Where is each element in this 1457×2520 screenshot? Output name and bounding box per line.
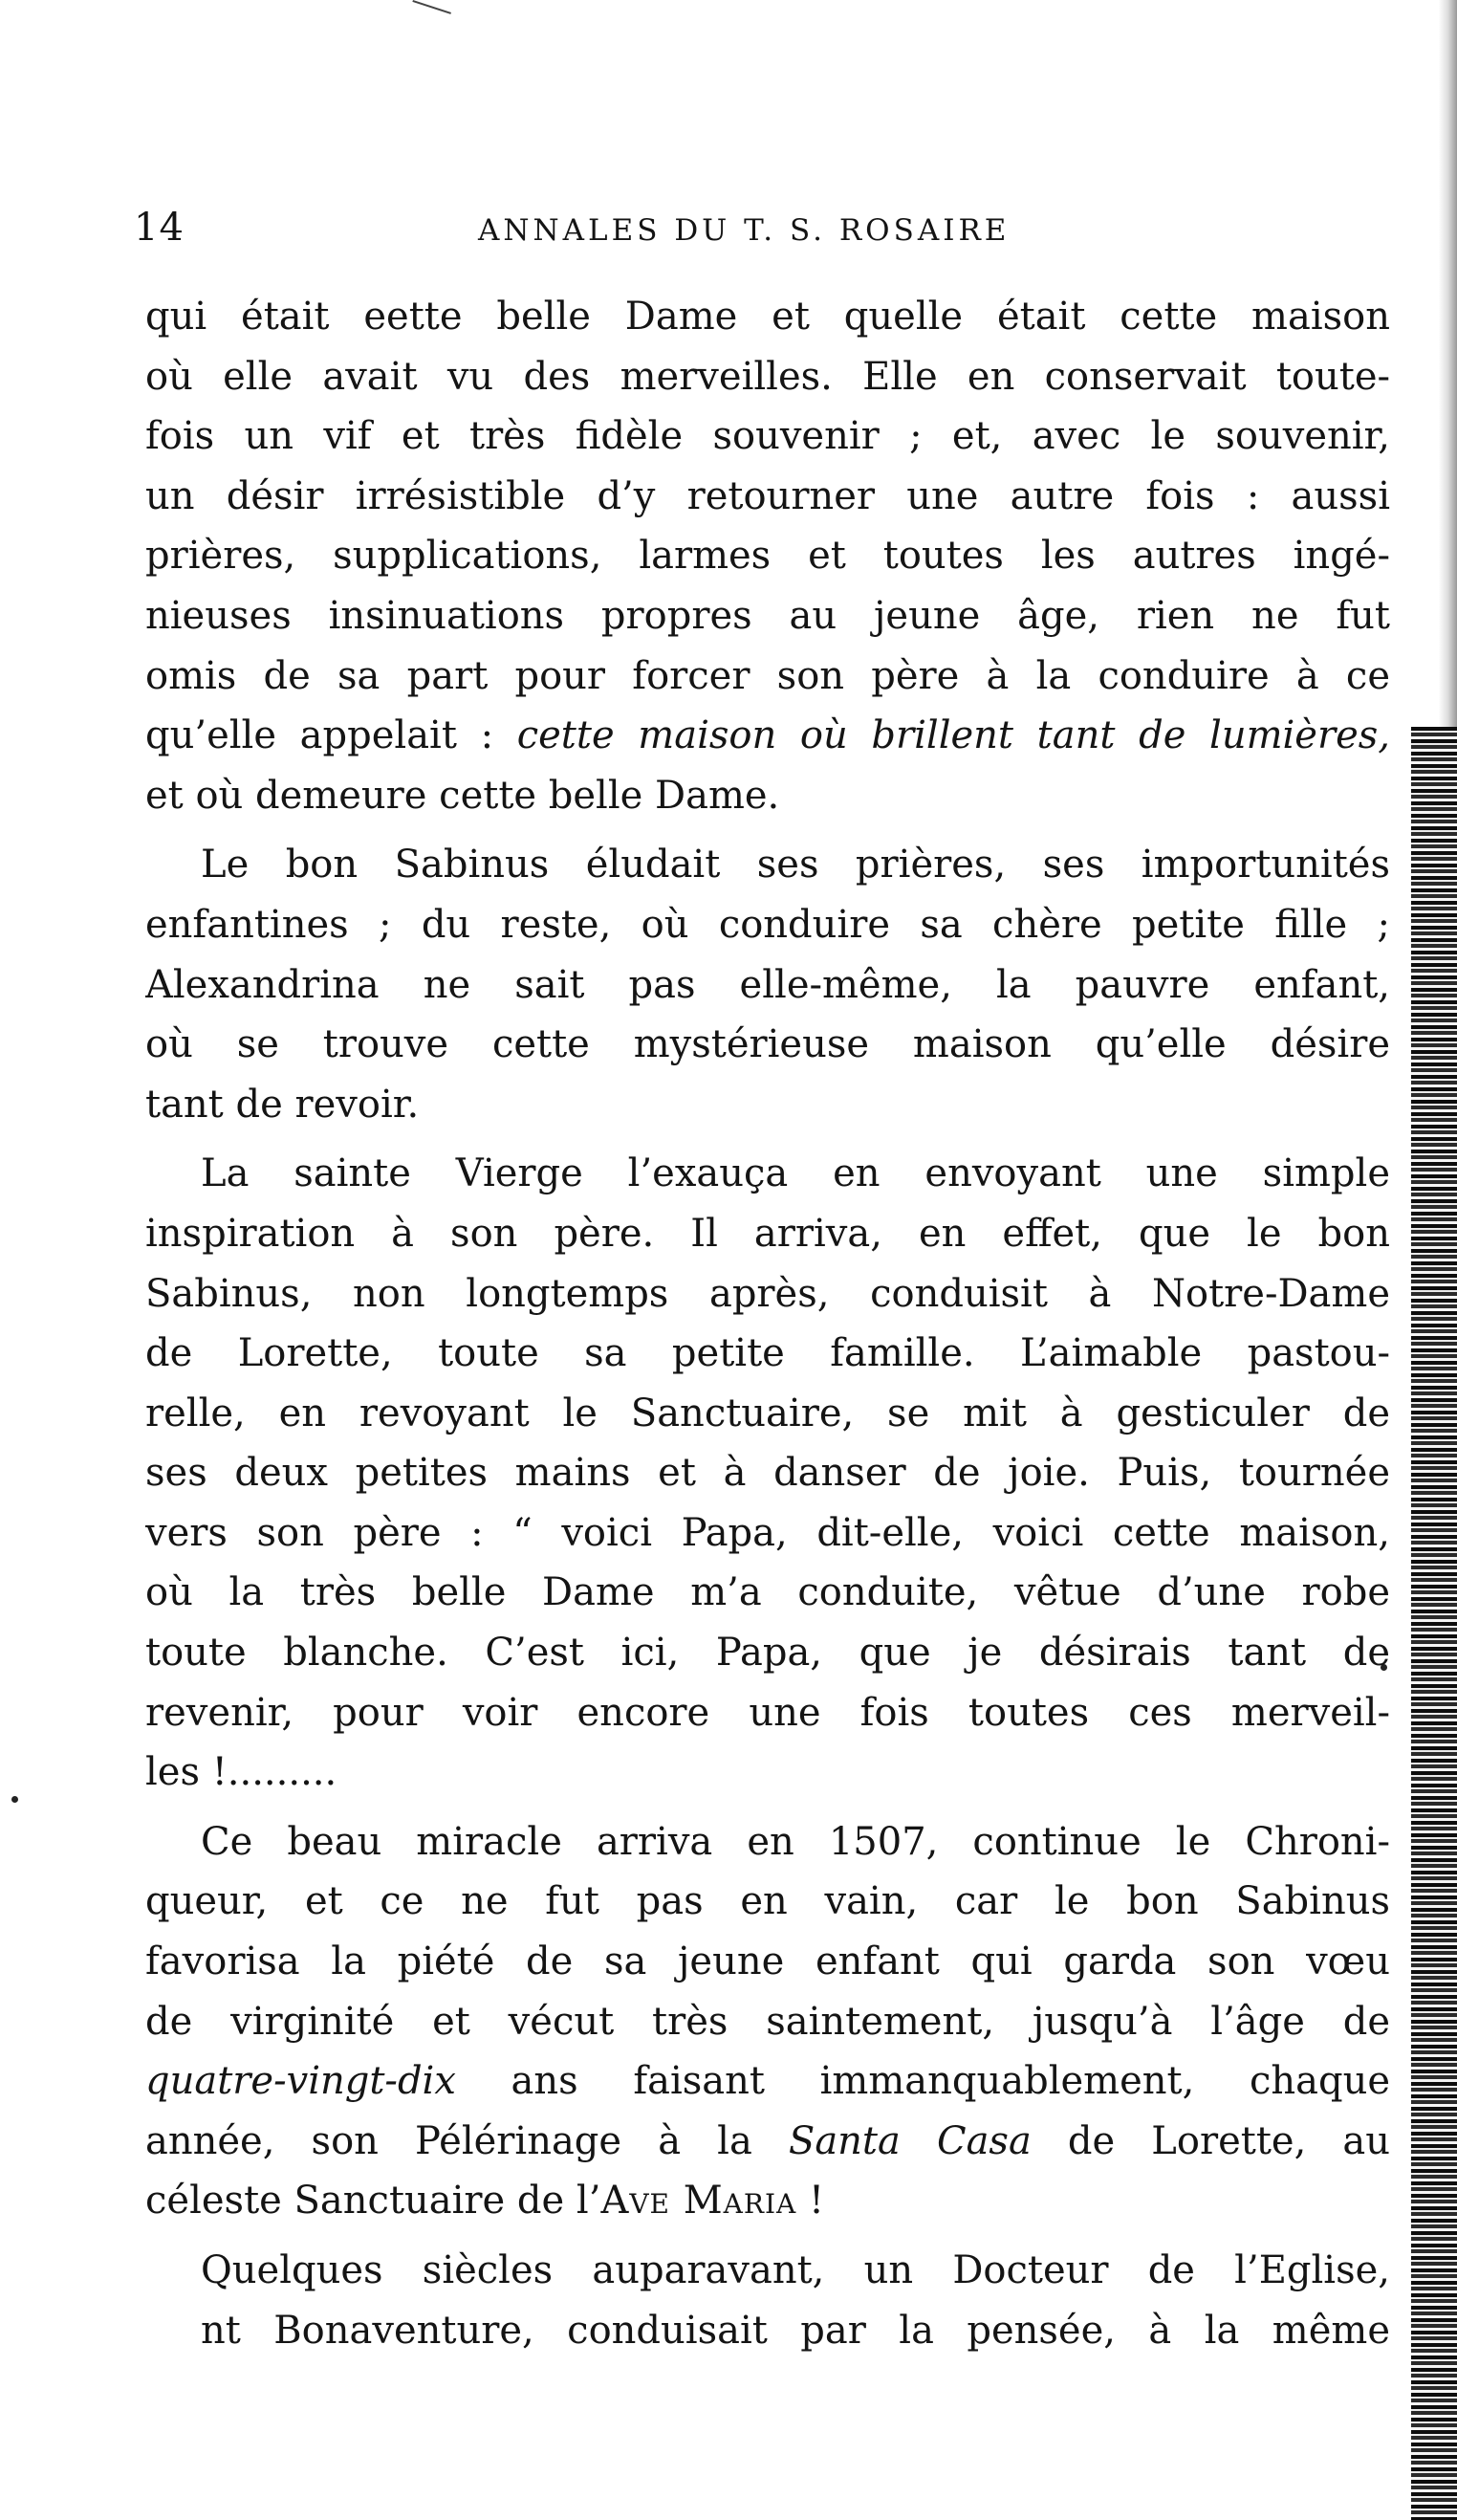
text-line: favorisa la piété de sa jeune enfant qui garda son vœu [145, 1939, 1390, 1984]
text-line: inspiration à son père. Il arriva, en effet, que le bon [145, 1211, 1390, 1256]
text-line: Le bon Sabinus éludait ses prières, ses importunités [201, 843, 1390, 887]
text-line: où la très belle Dame m’a conduite, vêtue d’une robe [145, 1570, 1390, 1615]
page-header [134, 206, 1377, 263]
page-edge-lower [1411, 727, 1457, 2520]
italic-place: Santa Casa [788, 2118, 1032, 2163]
text-line: Ce beau miracle arriva en 1507, continue le Chroni- [201, 1819, 1390, 1864]
text-line: prières, supplications, larmes et toutes les autres ingé- [145, 534, 1390, 579]
text-run: année, son Pélérinage à la [145, 2118, 752, 2163]
text-line [145, 2171, 1390, 2231]
text-line: et où demeure cette belle Dame. [145, 773, 780, 818]
text-line: vers son père : “ voici Papa, dit-elle, voici cette maison, [145, 1510, 1390, 1555]
italic-phrase: cette maison où brillent tant de lumières, [516, 713, 1390, 758]
text-line: La sainte Vierge l’exauça en envoyant une simple [201, 1151, 1390, 1196]
scan-mark [407, 0, 451, 31]
page-number: 14 [134, 206, 185, 250]
page-edge-upper [1411, 0, 1457, 727]
text-line [145, 2112, 1390, 2172]
text-line: où elle avait vu des merveilles. Elle en conservait toute- [145, 354, 1390, 399]
text-run: céleste Sanctuaire de l’ [145, 2179, 601, 2224]
text-run: de Lorette, au [1067, 2118, 1390, 2163]
text-line: nieuses insinuations propres au jeune âge, rien ne fut [145, 593, 1390, 638]
text-line: enfantines ; du reste, où conduire sa chère petite fille ; [145, 902, 1390, 947]
text-run: ! [796, 2179, 825, 2224]
text-line: nt Bonaventure, conduisait par la pensée, à la même [201, 2308, 1390, 2353]
text-line: relle, en revoyant le Sanctuaire, se mit à gesticuler de [145, 1391, 1390, 1435]
text-line [145, 2051, 1390, 2112]
scan-speck [11, 1796, 18, 1803]
text-line: de Lorette, toute sa petite famille. L’aimable pastou- [145, 1331, 1390, 1376]
text-run: ans faisant immanquablement, chaque [511, 2059, 1390, 2104]
text-line: ses deux petites mains et à danser de joie. Puis, tournée [145, 1451, 1390, 1496]
small-caps-phrase: Ave Maria [600, 2179, 797, 2224]
text-line: revenir, pour voir encore une fois toutes ces merveil- [145, 1690, 1390, 1735]
text-line: un désir irrésistible d’y retourner une autre fois : aussi [145, 473, 1390, 518]
text-line [145, 706, 1390, 766]
text-line: Alexandrina ne sait pas elle-même, la pauvre enfant, [145, 962, 1390, 1007]
text-line: Quelques siècles auparavant, un Docteur de l’Eglise, [201, 2248, 1390, 2292]
body-text [145, 287, 1390, 2360]
running-head: ANNALES DU T. S. ROSAIRE [478, 213, 1011, 248]
text-line: de virginité et vécut très saintement, jusqu’à l’âge de [145, 1999, 1390, 2044]
text-line: tant de revoir. [145, 1082, 420, 1127]
text-line: toute blanche. C’est ici, Papa, que je désirais tant de [145, 1631, 1390, 1676]
text-line: qui était eette belle Dame et quelle était cette maison [145, 295, 1390, 339]
text-line: les !......... [145, 1750, 337, 1795]
text-line: queur, et ce ne fut pas en vain, car le bon Sabinus [145, 1879, 1390, 1924]
text-line: omis de sa part pour forcer son père à la conduire à ce [145, 653, 1390, 698]
text-line: Sabinus, non longtemps après, conduisit à Notre-Dame [145, 1271, 1390, 1316]
text-line: fois un vif et très fidèle souvenir ; et, avec le souvenir, [145, 414, 1390, 459]
italic-numeral: quatre-vingt-dix [145, 2059, 456, 2104]
text-line: où se trouve cette mystérieuse maison qu’elle désire [145, 1022, 1390, 1067]
text-run: qu’elle appelait : [145, 713, 494, 758]
